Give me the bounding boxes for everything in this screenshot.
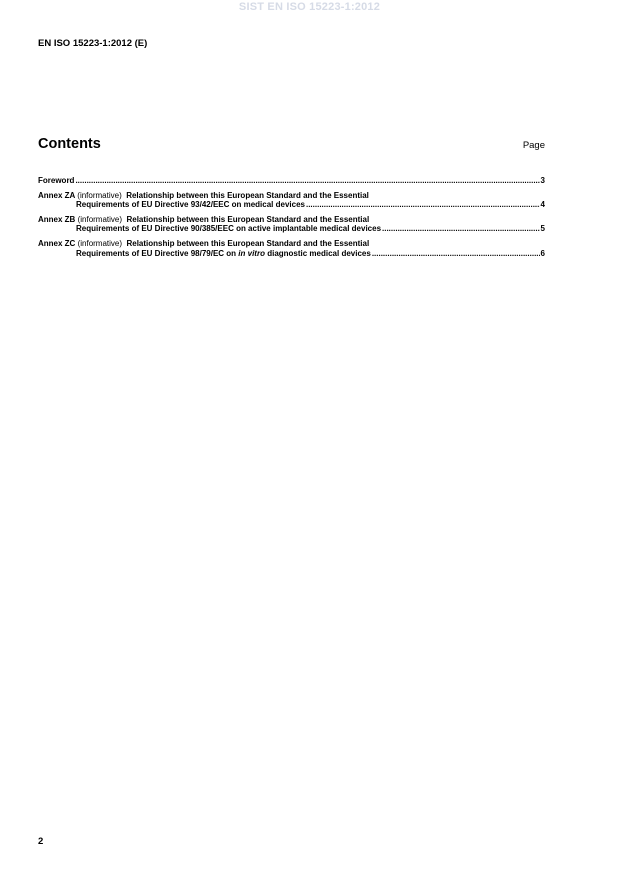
annex-type: (informative) bbox=[77, 214, 123, 224]
annex-type: (informative) bbox=[77, 238, 123, 248]
italic-term: in vitro bbox=[238, 248, 265, 258]
annex-title-line2-end: diagnostic medical devices bbox=[267, 248, 371, 258]
table-of-contents bbox=[38, 176, 545, 263]
document-id: EN ISO 15223-1:2012 (E) bbox=[38, 38, 148, 49]
annex-title-line1[interactable]: Relationship between this European Standard and the Essential bbox=[126, 214, 370, 224]
annex-label[interactable]: Annex ZA bbox=[38, 190, 76, 200]
contents-heading: Contents bbox=[38, 136, 101, 152]
page-number: 2 bbox=[38, 836, 44, 847]
annex-label[interactable]: Annex ZC bbox=[38, 238, 76, 248]
dot-leader bbox=[75, 176, 539, 186]
toc-entry-title[interactable]: Foreword bbox=[38, 176, 75, 185]
annex-title-line2-start: Requirements of EU Directive 98/79/EC on bbox=[76, 248, 237, 258]
annex-title-line1[interactable]: Relationship between this European Standard and the Essential bbox=[126, 238, 370, 248]
dot-leader bbox=[306, 200, 540, 210]
toc-page-number: 4 bbox=[540, 200, 545, 210]
toc-entry-annex-za[interactable] bbox=[38, 191, 545, 210]
annex-title-line2[interactable] bbox=[76, 249, 371, 259]
toc-page-number: 3 bbox=[540, 176, 545, 185]
toc-entry-annex-zb[interactable] bbox=[38, 215, 545, 234]
annex-label[interactable]: Annex ZB bbox=[38, 214, 76, 224]
annex-title-line2[interactable]: Requirements of EU Directive 93/42/EEC on medical devices bbox=[76, 200, 305, 210]
dot-leader bbox=[382, 224, 540, 234]
toc-page-number: 6 bbox=[540, 248, 545, 258]
toc-entry-foreword[interactable] bbox=[38, 176, 545, 186]
watermark: SIST EN ISO 15223-1:2012 bbox=[238, 1, 381, 13]
dot-leader bbox=[372, 249, 540, 259]
page-column-label: Page bbox=[522, 140, 545, 151]
annex-title-line1[interactable]: Relationship between this European Standard and the Essential bbox=[126, 190, 369, 200]
toc-page-number: 5 bbox=[540, 224, 545, 234]
toc-entry-annex-zc[interactable] bbox=[38, 239, 545, 258]
annex-title-line2[interactable]: Requirements of EU Directive 90/385/EEC on active implantable medical devices bbox=[76, 224, 382, 234]
annex-type: (informative) bbox=[77, 190, 122, 200]
